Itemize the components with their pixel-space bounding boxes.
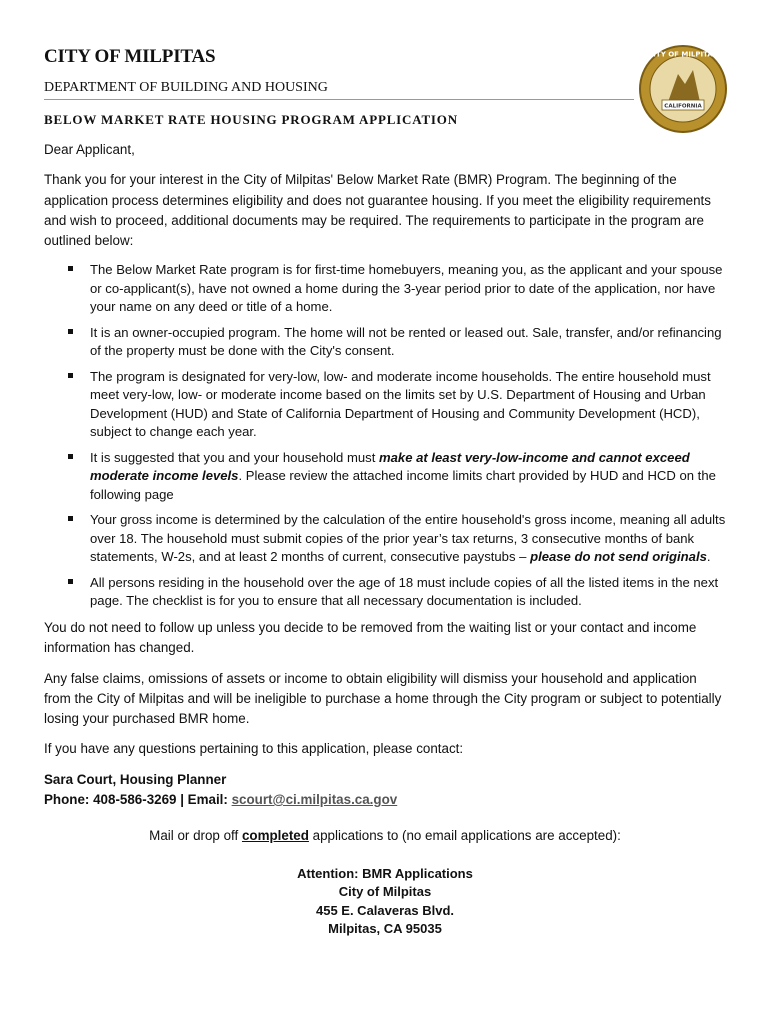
address-line: Attention: BMR Applications xyxy=(297,865,473,881)
requirement-text: Your gross income is determined by the calculation of the entire household's gross income, meaning all adults over 18. The household must submit copies of the prior year’s tax returns, 3 consecutive months of bank statements, W-2s, and at least 2 months of current, consecutive paystubs – xyxy=(90,512,726,565)
header-divider xyxy=(44,99,634,100)
mail-text: applications to (no email applications are accepted): xyxy=(308,828,621,844)
address-line: 455 E. Calaveras Blvd. xyxy=(315,902,455,918)
city-seal-logo xyxy=(638,44,728,134)
list-item xyxy=(44,511,726,567)
requirement-text: All persons residing in the household over the age of 18 must include copies of all the listed items in the next page. The checklist is for you to ensure that all necessary documentation is included. xyxy=(90,574,719,609)
department-name: DEPARTMENT OF BUILDING AND HOUSING xyxy=(44,80,328,95)
square-bullet-icon xyxy=(68,454,73,459)
requirement-text: . xyxy=(706,549,711,565)
contact-name: Sara Court, Housing Planner xyxy=(44,771,227,787)
svg-text:CALIFORNIA: CALIFORNIA xyxy=(664,103,702,110)
mailing-address xyxy=(44,865,726,939)
requirement-text: It is suggested that you and your household must xyxy=(90,449,379,465)
requirement-emphasis: make at least very-low-income and cannot exceed moderate income levels xyxy=(90,449,690,484)
requirement-text: The Below Market Rate program is for first-time homebuyers, meaning you, as the applicant and your spouse or co-applicant(s), have not owned a home during the 3-year period prior to date of the application, nor have your name on any deed or title of a home. xyxy=(90,262,723,315)
false-claims-paragraph: Any false claims, omissions of assets or income to obtain eligibility will dismiss your household and application from the City of Milpitas and will be ineligible to purchase a home through the City program or subject to potentially losing your purchased BMR home. xyxy=(44,670,722,727)
intro-paragraph: Thank you for your interest in the City of Milpitas' Below Market Rate (BMR) Program. The beginning of the application process determines eligibility and does not guarantee housing. If you meet the eligibility requirements and wish to proceed, additional documents may be required. The requirements to participate in the program are outlined below: xyxy=(44,172,711,249)
mail-text: Mail or drop off xyxy=(149,828,242,844)
list-item xyxy=(44,324,726,361)
list-item xyxy=(44,449,726,505)
square-bullet-icon xyxy=(68,373,73,378)
requirement-text: The program is designated for very-low, low- and moderate income households. The entire household must meet very-low, low- or moderate income based on the limits set by U.S. Department of Housing and Urban Development (HUD) and State of California Department of Housing and Community Development (HCD), subject to change each year. xyxy=(90,368,711,440)
contact-email-link[interactable]: scourt@ci.milpitas.ca.gov xyxy=(231,792,398,808)
requirement-text: It is an owner-occupied program. The home will not be rented or leased out. Sale, transfer, and/or refinancing of the property must be done with the City's consent. xyxy=(90,324,722,359)
list-item xyxy=(44,574,726,611)
mail-instructions xyxy=(44,826,726,846)
requirement-emphasis: please do not send originals xyxy=(530,549,707,565)
requirement-text: . Please review the attached income limits chart provided by HUD and HCD on the following page xyxy=(90,468,716,502)
address-line: City of Milpitas xyxy=(338,884,432,900)
questions-paragraph: If you have any questions pertaining to this application, please contact: xyxy=(44,741,464,757)
square-bullet-icon xyxy=(68,516,73,521)
address-line: Milpitas, CA 95035 xyxy=(328,921,442,937)
list-item xyxy=(44,261,726,317)
mail-emphasis: completed xyxy=(241,828,309,844)
letter-body xyxy=(44,140,726,939)
org-title: CITY OF MILPITAS xyxy=(44,46,216,67)
svg-text:CITY OF MILPITAS: CITY OF MILPITAS xyxy=(648,50,718,59)
follow-up-paragraph: You do not need to follow up unless you decide to be removed from the waiting list or your contact and income information has changed. xyxy=(44,619,697,656)
requirements-list xyxy=(44,261,726,611)
list-item xyxy=(44,368,726,442)
contact-line xyxy=(44,790,726,810)
square-bullet-icon xyxy=(68,579,73,584)
application-title: BELOW MARKET RATE HOUSING PROGRAM APPLICATION xyxy=(44,112,458,127)
greeting: Dear Applicant, xyxy=(44,142,135,157)
square-bullet-icon xyxy=(68,266,73,271)
square-bullet-icon xyxy=(68,329,73,334)
contact-phone: Phone: 408-586-3269 | Email: xyxy=(44,792,232,808)
